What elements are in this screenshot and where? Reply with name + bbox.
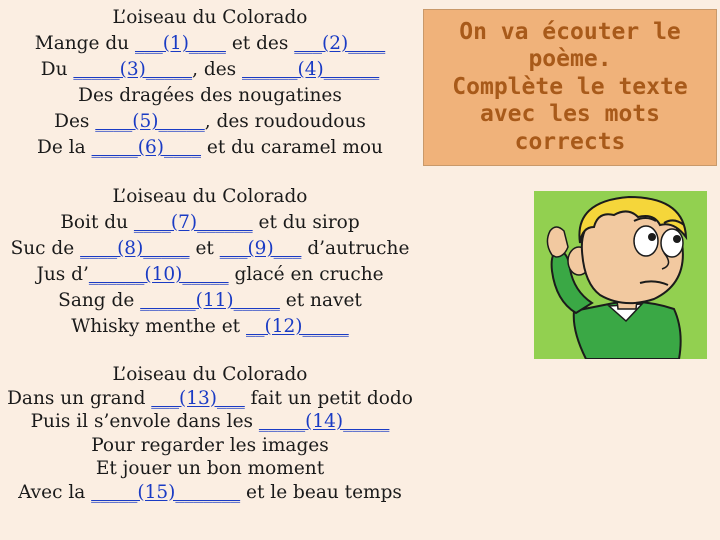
poem-line: Puis il s’envole dans les _____(14)_____	[30, 411, 390, 432]
blank-4: ______(4)______	[242, 59, 380, 80]
blank-10: ______(10)_____	[88, 264, 229, 285]
blank-2: ___(2)____	[294, 33, 386, 54]
blank-13: ___(13)___	[151, 387, 245, 409]
poem-stanza-1	[5, 5, 415, 161]
instruction-text: On va écouter le poème. Complète le texte avec les mots corrects	[452, 18, 688, 155]
blank-9: ___(9)___	[219, 238, 302, 259]
poem-line: Boit du ____(7)______ et du sirop	[60, 212, 360, 233]
blank-8: ____(8)_____	[80, 238, 190, 259]
poem-line: Pour regarder les images	[91, 434, 329, 456]
blank-15: _____(15)_______	[91, 481, 241, 503]
blank-7: ____(7)______	[133, 212, 253, 233]
blank-12: __(12)_____	[246, 316, 349, 337]
poem-stanza-2	[5, 184, 415, 340]
thinking-boy-icon	[534, 191, 707, 359]
blank-14: _____(14)_____	[258, 411, 390, 432]
blank-5: ____(5)_____	[95, 111, 205, 132]
instruction-box	[423, 9, 717, 166]
poem-line: Dans un grand ___(13)___ fait un petit dodo	[7, 387, 413, 409]
thinking-boy-illustration	[534, 191, 707, 359]
poem-line: L’oiseau du Colorado	[112, 7, 308, 28]
poem-line: Des ____(5)_____, des roudoudous	[54, 111, 366, 132]
poem-line: Sang de ______(11)_____ et navet	[58, 290, 362, 311]
poem-line: Whisky menthe et __(12)_____	[71, 316, 349, 337]
poem-line: Suc de ____(8)_____ et ___(9)___ d’autruche	[10, 238, 410, 259]
poem-line: Des dragées des nougatines	[78, 85, 342, 106]
poem-line: De la _____(6)____ et du caramel mou	[37, 137, 383, 158]
poem-line: L’oiseau du Colorado	[112, 364, 308, 385]
blank-6: _____(6)____	[91, 137, 202, 158]
poem-line: Et jouer un bon moment	[95, 458, 325, 479]
poem-line: Avec la _____(15)_______ et le beau temps	[18, 481, 402, 503]
blank-1: ___(1)____	[134, 33, 226, 54]
blank-3: _____(3)_____	[73, 59, 193, 80]
poem-line: L’oiseau du Colorado	[112, 186, 308, 207]
poem-stanza-3	[5, 363, 415, 504]
poem-line: Mange du ___(1)____ et des ___(2)____	[34, 33, 386, 54]
blank-11: ______(11)_____	[140, 290, 280, 311]
poem-line: Jus d’______(10)_____ glacé en cruche	[36, 264, 384, 285]
poem-line: Du _____(3)_____, des ______(4)______	[40, 59, 380, 80]
